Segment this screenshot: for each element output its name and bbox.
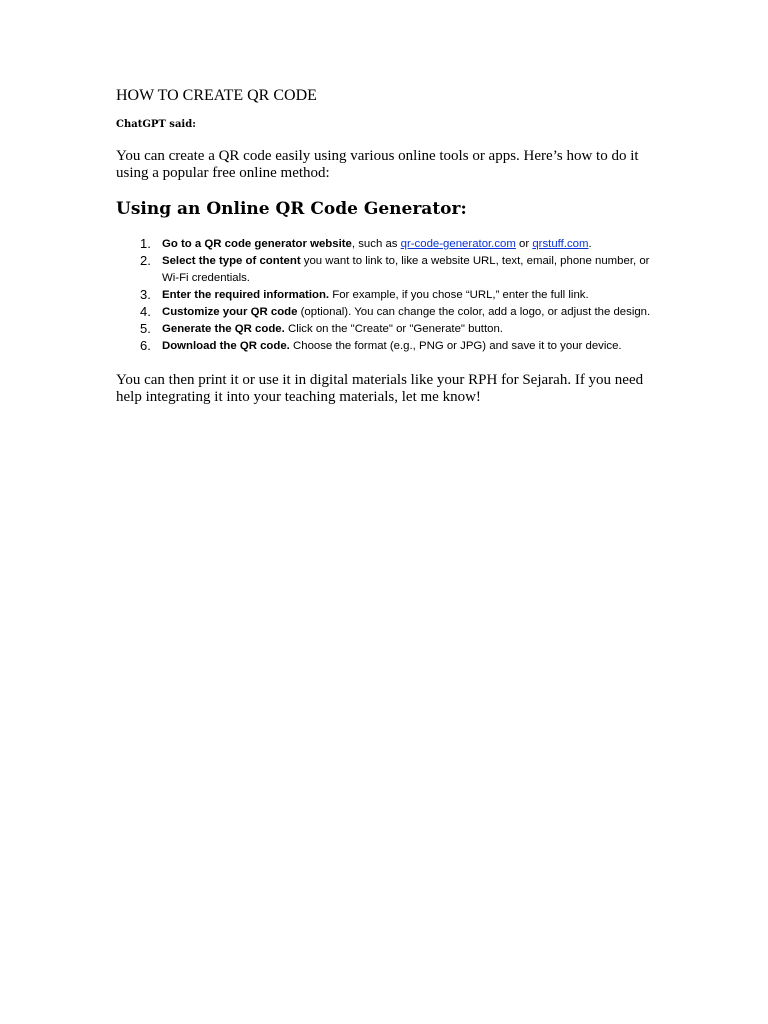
step-bold-text: Generate the QR code.: [162, 322, 285, 335]
step-number: 3.: [140, 286, 151, 302]
list-item: [116, 287, 656, 304]
author-label: ChatGPT said:: [116, 119, 196, 130]
step-bold-text: Download the QR code.: [162, 339, 290, 352]
step-bold-text: Select the type of content: [162, 255, 301, 267]
step-number: 6.: [140, 337, 151, 353]
list-item: [116, 253, 656, 286]
intro-paragraph: You can create a QR code easily using various online tools or apps. Here’s how to do it using a popular free online method:: [116, 148, 639, 181]
step-number: 5.: [140, 320, 151, 336]
step-text: For example, if you chose “URL,” enter the full link.: [329, 288, 589, 301]
step-text: Choose the format (e.g., PNG or JPG) and save it to your device.: [289, 339, 622, 352]
step-text: you want to link to, like a website URL, text, email, phone number, or Wi-Fi credentials.: [162, 255, 650, 284]
step-text: or: [515, 238, 533, 250]
list-item: [116, 304, 656, 321]
step-number: 2.: [140, 253, 151, 268]
step-text: .: [588, 238, 592, 250]
document-body: [116, 86, 656, 406]
steps-list: [116, 236, 656, 354]
outro-paragraph: You can then print it or use it in digital materials like your RPH for Sejarah. If you need help integrating it into your teaching materials, let me know!: [116, 372, 644, 405]
step-text: , such as: [351, 238, 401, 250]
section-heading: Using an Online QR Code Generator:: [116, 199, 467, 219]
step-bold-text: Customize your QR code: [162, 305, 298, 318]
qrstuff-link[interactable]: qrstuff.com: [532, 238, 589, 250]
step-number: 4.: [140, 303, 151, 319]
list-item: [116, 236, 656, 253]
list-item: [116, 321, 656, 338]
step-text: Click on the "Create" or "Generate" button.: [284, 322, 503, 335]
step-bold-text: Go to a QR code generator website: [162, 238, 352, 250]
step-bold-text: Enter the required information.: [162, 288, 330, 301]
list-item: [116, 338, 656, 355]
step-text: (optional). You can change the color, add a logo, or adjust the design.: [297, 305, 651, 318]
step-number: 1.: [140, 236, 151, 251]
document-title: HOW TO CREATE QR CODE: [116, 87, 317, 104]
qr-code-generator-link[interactable]: qr-code-generator.com: [400, 238, 516, 250]
